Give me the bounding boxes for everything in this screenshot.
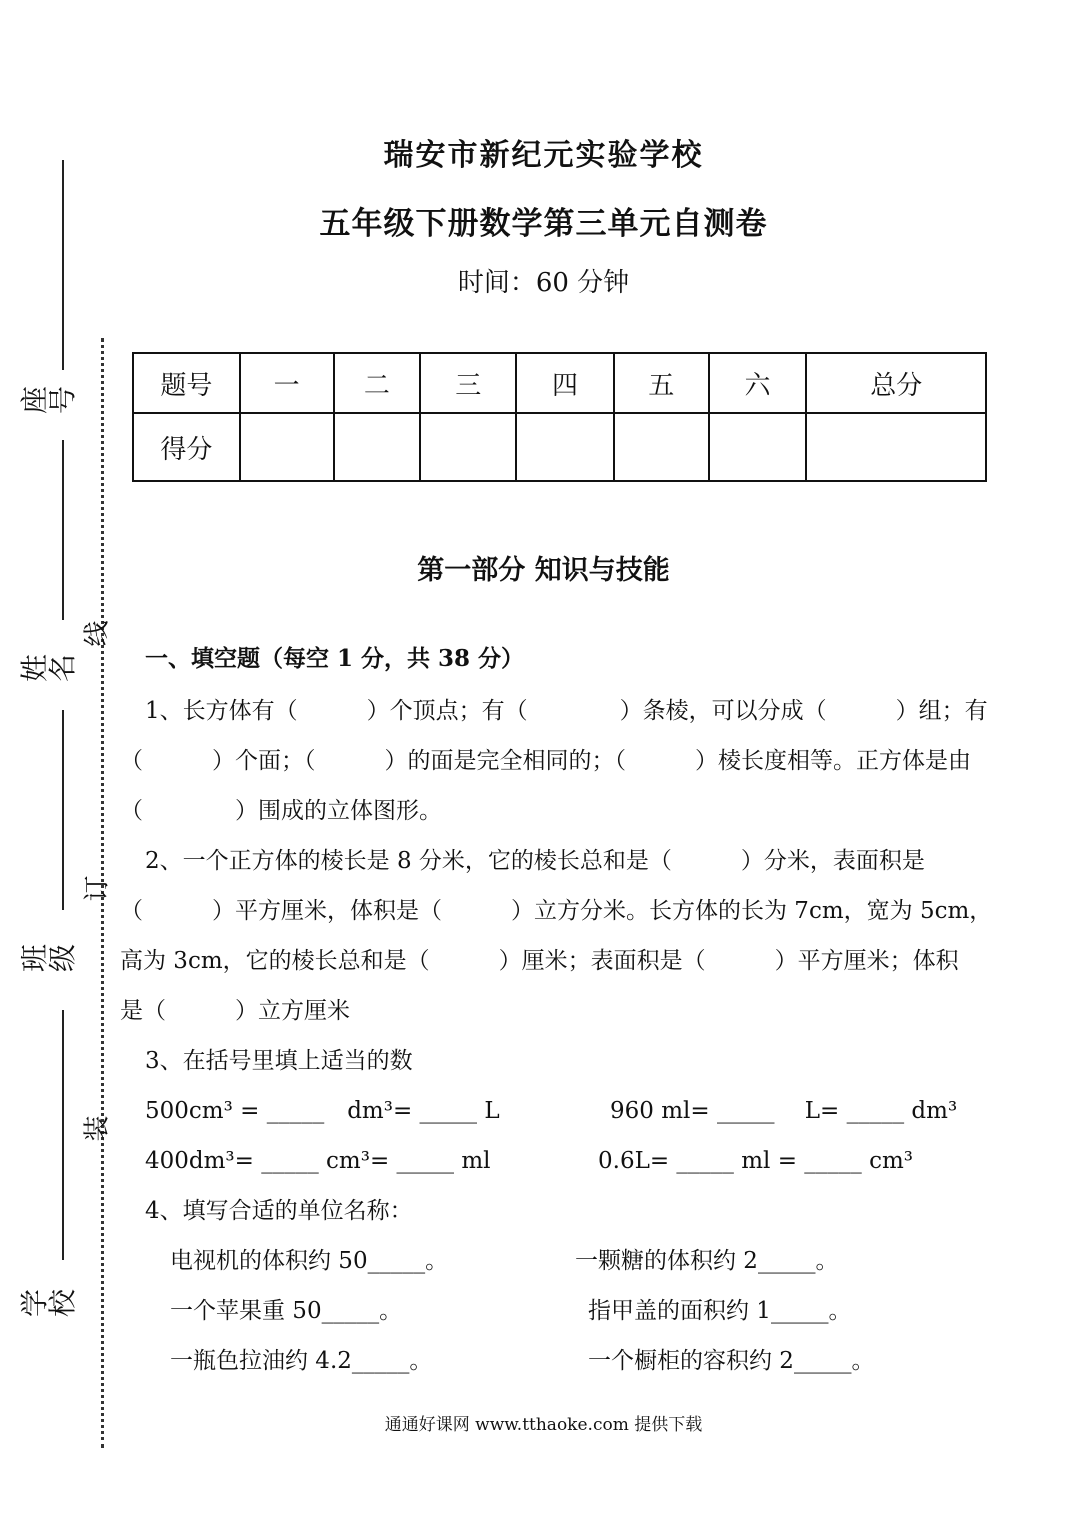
exam-time: 时间：60 分钟 xyxy=(457,268,630,298)
score-input-cell[interactable] xyxy=(516,413,614,481)
score-input-cell[interactable] xyxy=(240,413,334,481)
margin-line-name-class xyxy=(62,710,64,910)
q4-item: 一瓶色拉油约 4.2_____。 xyxy=(170,1348,433,1374)
table-cell: 三 xyxy=(420,353,516,413)
name-label: 姓名 xyxy=(18,654,79,683)
q3-left-2: 400dm³= _____ cm³= _____ ml xyxy=(145,1148,491,1174)
school-title: 瑞安市新纪元实验学校 xyxy=(383,138,704,173)
exam-title: 五年级下册数学第三单元自测卷 xyxy=(319,206,768,242)
score-input-cell[interactable] xyxy=(614,413,709,481)
q4-title: 4、填写合适的单位名称： xyxy=(145,1198,413,1224)
score-input-cell[interactable] xyxy=(806,413,986,481)
binding-mark-line: 线 xyxy=(82,620,113,647)
school-label: 学校 xyxy=(18,1289,79,1318)
q3-title: 3、在括号里填上适当的数 xyxy=(145,1048,413,1074)
score-input-cell[interactable] xyxy=(709,413,807,481)
q3-right-1: 960 ml= _____ L= _____ dm³ xyxy=(610,1098,958,1124)
table-cell: 总分 xyxy=(806,353,986,413)
table-cell: 五 xyxy=(614,353,709,413)
q4-item: 电视机的体积约 50_____。 xyxy=(170,1248,449,1274)
section-title: 第一部分 知识与技能 xyxy=(417,555,670,586)
class-label: 班级 xyxy=(18,944,79,973)
q1-line-3: （ ）围成的立体图形。 xyxy=(120,798,442,824)
q4-item: 指甲盖的面积约 1_____。 xyxy=(588,1298,852,1324)
q2-line-3: 高为 3cm，它的棱长总和是（ ）厘米；表面积是（ ）平方厘米；体积 xyxy=(120,948,959,974)
q4-item: 一个橱柜的容积约 2_____。 xyxy=(588,1348,875,1374)
q4-item: 一个苹果重 50_____。 xyxy=(170,1298,403,1324)
q2-line-4: 是（ ）立方厘米 xyxy=(120,998,350,1024)
q2-line-1: 2、一个正方体的棱长是 8 分米，它的棱长总和是（ ）分米，表面积是 xyxy=(145,848,925,874)
binding-mark-zhuang: 装 xyxy=(82,1115,113,1142)
score-table xyxy=(132,352,987,482)
table-cell: 四 xyxy=(516,353,614,413)
table-cell: 得分 xyxy=(133,413,240,481)
table-cell: 题号 xyxy=(133,353,240,413)
margin-line-class-school xyxy=(62,1010,64,1260)
table-row xyxy=(133,353,986,413)
q3-right-2: 0.6L= _____ ml = _____ cm³ xyxy=(598,1148,914,1174)
q1-line-1: 1、长方体有（ ）个顶点；有（ ）条棱，可以分成（ ）组；有 xyxy=(145,698,988,724)
footer-credit: 通通好课网 www.tthaoke.com 提供下载 xyxy=(384,1415,703,1435)
table-cell: 六 xyxy=(709,353,807,413)
table-row xyxy=(133,413,986,481)
q2-line-2: （ ）平方厘米，体积是（ ）立方分米。长方体的长为 7cm，宽为 5cm， xyxy=(120,898,993,924)
score-input-cell[interactable] xyxy=(334,413,421,481)
q4-item: 一颗糖的体积约 2_____。 xyxy=(575,1248,839,1274)
margin-line-seat-name xyxy=(62,440,64,620)
score-input-cell[interactable] xyxy=(420,413,516,481)
q1-line-2: （ ）个面；（ ）的面是完全相同的；（ ）棱长度相等。正方体是由 xyxy=(120,748,971,774)
table-cell: 一 xyxy=(240,353,334,413)
table-cell: 二 xyxy=(334,353,421,413)
q3-left-1: 500cm³ = _____ dm³= _____ L xyxy=(145,1098,500,1124)
binding-mark-ding: 订 xyxy=(82,875,113,902)
question-heading: 一、填空题（每空 1 分，共 38 分） xyxy=(145,645,525,672)
seat-label: 座号 xyxy=(18,386,79,415)
